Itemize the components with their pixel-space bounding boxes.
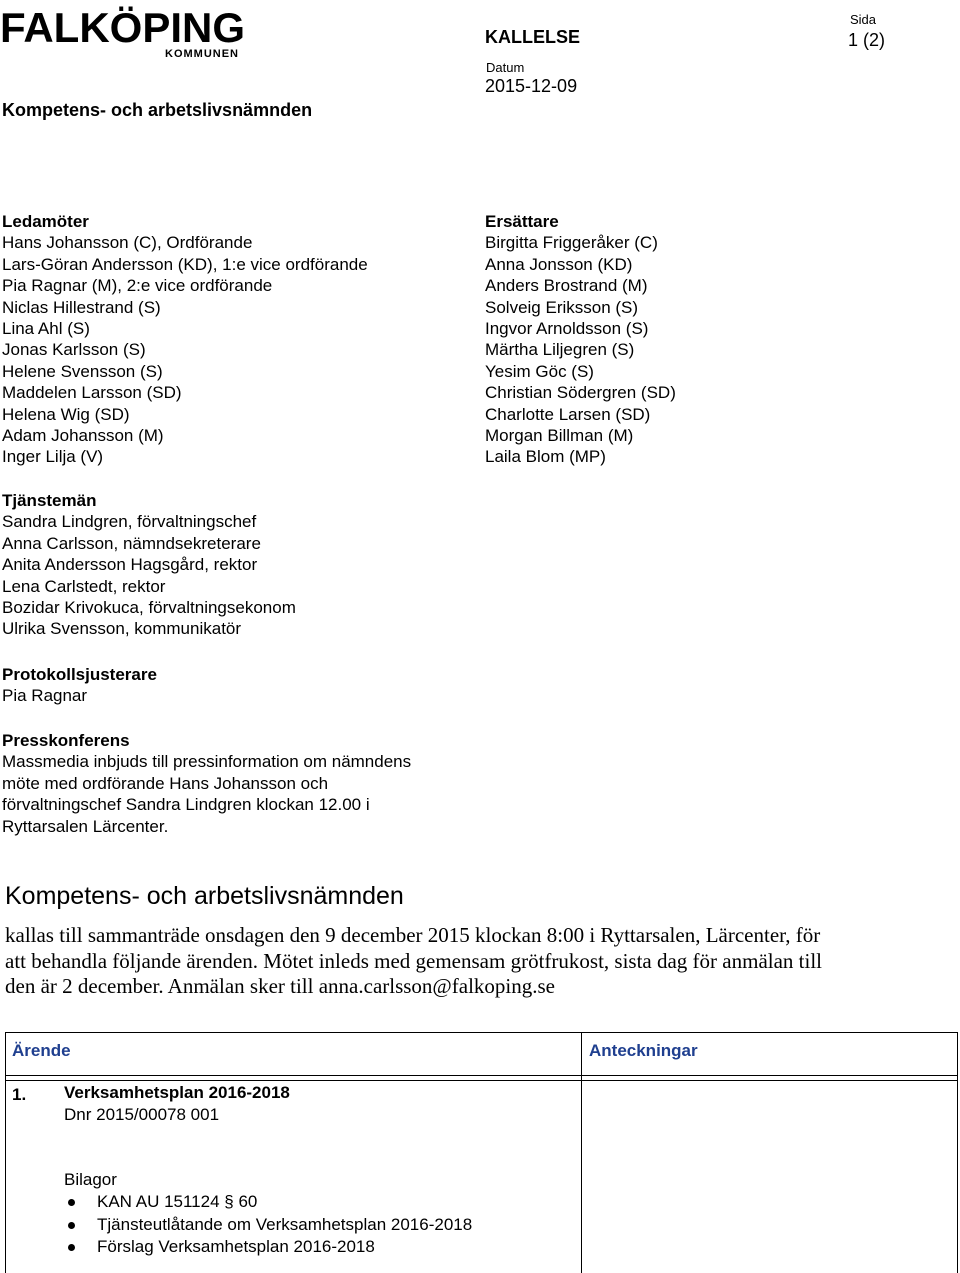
members-list	[2, 211, 368, 468]
official-item: Anita Andersson Hagsgård, rektor	[2, 555, 258, 575]
deputy-item: Anders Brostrand (M)	[485, 276, 648, 296]
adjuster-section	[2, 664, 157, 707]
header-divider	[6, 1075, 957, 1076]
adjuster-heading: Protokollsjusterare	[2, 665, 157, 684]
attachments-label: Bilagor	[64, 1170, 117, 1189]
agenda-item-number: 1.	[12, 1085, 27, 1104]
agenda-item-title: Verksamhetsplan 2016-2018	[64, 1083, 290, 1102]
attachments-list	[64, 1191, 472, 1259]
attachment-label: KAN AU 151124 § 60	[97, 1192, 258, 1211]
officials-heading: Tjänstemän	[2, 491, 97, 510]
document-type: KALLELSE	[485, 27, 581, 47]
attachment-label: Förslag Verksamhetsplan 2016-2018	[97, 1237, 375, 1256]
member-item: Maddelen Larsson (SD)	[2, 383, 182, 403]
attachment-item	[64, 1191, 472, 1214]
notice-line: den är 2 december. Anmälan sker till anna.carlsson@falkoping.se	[5, 974, 555, 998]
notice-text	[5, 923, 885, 1000]
member-item: Niclas Hillestrand (S)	[2, 297, 161, 317]
bullet-icon	[68, 1222, 75, 1229]
column-header-arende: Ärende	[12, 1041, 71, 1060]
header-divider-double	[6, 1080, 957, 1081]
committee-name: Kompetens- och arbetslivsnämnden	[2, 100, 313, 120]
member-item: Helena Wig (SD)	[2, 404, 130, 424]
press-line: Ryttarsalen Lärcenter.	[2, 816, 169, 836]
bullet-icon	[68, 1244, 75, 1251]
notice-line: kallas till sammanträde onsdagen den 9 december 2015 klockan 8:00 i Ryttarsalen, Lärcenter, för	[5, 923, 821, 947]
adjuster-name: Pia Ragnar	[2, 686, 88, 706]
bullet-icon	[68, 1199, 75, 1206]
date-value: 2015-12-09	[485, 76, 578, 96]
press-section	[2, 730, 462, 837]
member-item: Inger Lilja (V)	[2, 447, 104, 467]
press-line: Massmedia inbjuds till pressinformation om nämndens	[2, 752, 412, 772]
deputy-item: Birgitta Friggeråker (C)	[485, 233, 658, 253]
deputy-item: Yesim Göc (S)	[485, 361, 594, 381]
deputy-item: Märtha Liljegren (S)	[485, 340, 635, 360]
attachment-item	[64, 1236, 472, 1259]
deputy-item: Anna Jonsson (KD)	[485, 254, 633, 274]
member-item: Lars-Göran Andersson (KD), 1:e vice ordförande	[2, 254, 368, 274]
press-heading: Presskonferens	[2, 731, 130, 750]
official-item: Sandra Lindgren, förvaltningschef	[2, 512, 257, 532]
column-header-anteckningar: Anteckningar	[589, 1041, 698, 1060]
agenda-item-dnr: Dnr 2015/00078 001	[64, 1105, 220, 1124]
official-item: Lena Carlstedt, rektor	[2, 576, 166, 596]
agenda-table	[5, 1032, 958, 1273]
date-label: Datum	[486, 60, 525, 75]
officials-list	[2, 490, 296, 640]
deputy-item: Laila Blom (MP)	[485, 447, 606, 467]
press-line: förvaltningschef Sandra Lindgren klockan 12.00 i	[2, 795, 370, 815]
attachment-label: Tjänsteutlåtande om Verksamhetsplan 2016-2018	[97, 1214, 473, 1234]
notice-line: att behandla följande ärenden. Mötet inleds med gemensam grötfrukost, sista dag för anmälan till	[5, 948, 823, 973]
deputies-list	[485, 211, 676, 468]
falkoping-logo	[0, 6, 260, 60]
members-heading: Ledamöter	[2, 212, 89, 231]
official-item: Bozidar Krivokuca, förvaltningsekonom	[2, 598, 296, 618]
page-label: Sida	[850, 12, 877, 27]
official-item: Anna Carlsson, nämndsekreterare	[2, 533, 261, 553]
member-item: Helene Svensson (S)	[2, 361, 163, 381]
member-item: Pia Ragnar (M), 2:e vice ordförande	[2, 276, 273, 296]
member-item: Jonas Karlsson (S)	[2, 340, 146, 360]
member-item: Hans Johansson (C), Ordförande	[2, 233, 253, 253]
member-item: Lina Ahl (S)	[2, 319, 90, 339]
deputy-item: Morgan Billman (M)	[485, 426, 634, 446]
page-number: 1 (2)	[848, 30, 886, 50]
attachment-item	[64, 1214, 472, 1237]
deputy-item: Charlotte Larsen (SD)	[485, 404, 651, 424]
deputy-item: Ingvor Arnoldsson (S)	[485, 319, 649, 339]
deputy-item: Christian Södergren (SD)	[485, 383, 676, 403]
logo-subtitle: KOMMUNEN	[165, 48, 239, 60]
logo-wordmark: FALKÖPING	[0, 4, 246, 51]
deputy-item: Solveig Eriksson (S)	[485, 297, 639, 317]
official-item: Ulrika Svensson, kommunikatör	[2, 619, 242, 639]
column-divider	[581, 1033, 582, 1273]
notice-heading: Kompetens- och arbetslivsnämnden	[5, 882, 404, 910]
deputies-heading: Ersättare	[485, 212, 559, 231]
member-item: Adam Johansson (M)	[2, 426, 164, 446]
press-line: möte med ordförande Hans Johansson och	[2, 773, 329, 793]
